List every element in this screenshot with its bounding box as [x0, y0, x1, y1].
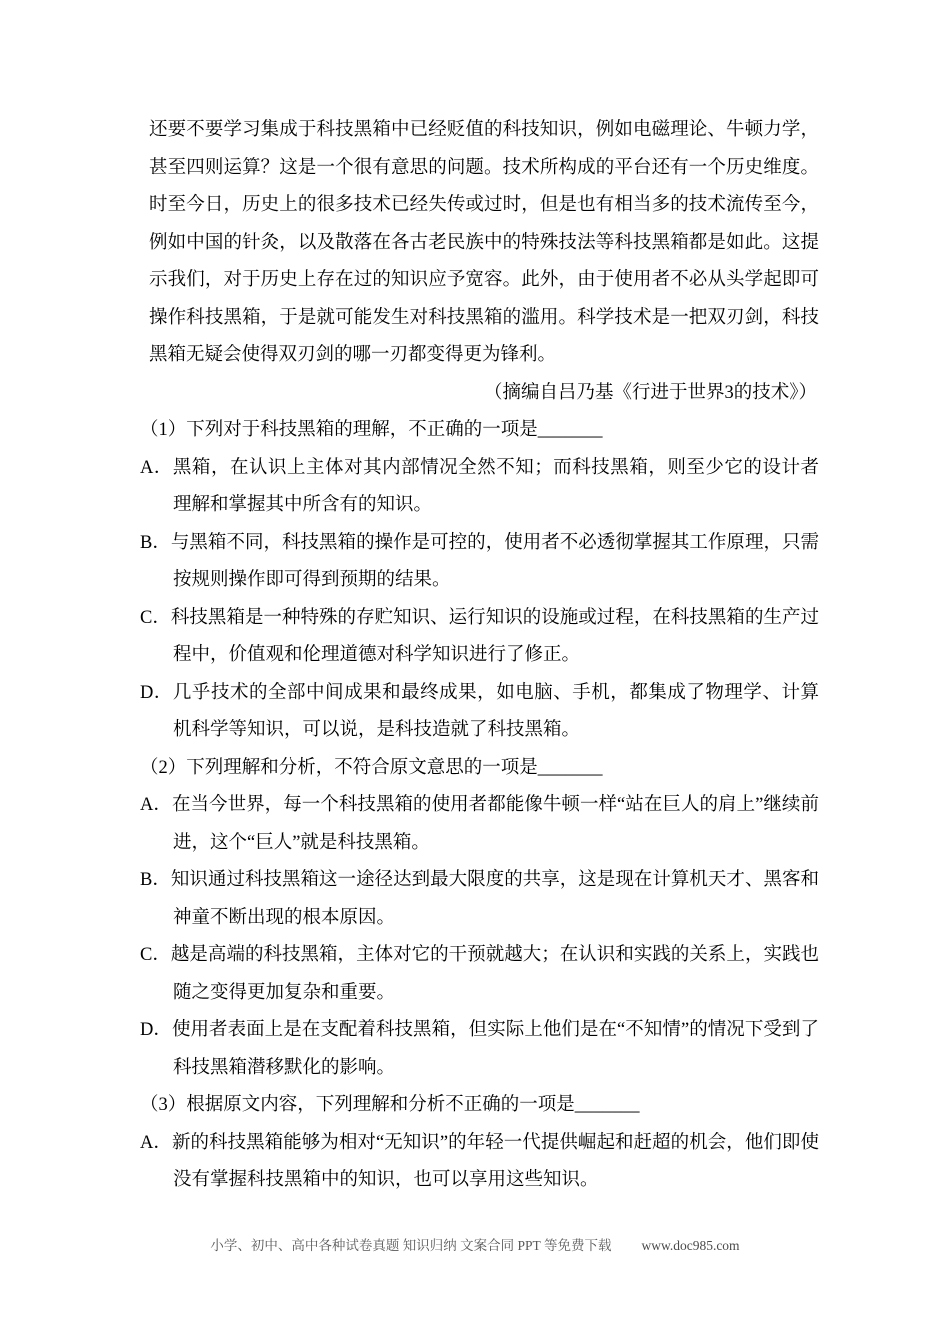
question-1-option-d	[140, 675, 819, 750]
option-label: A．	[140, 1132, 172, 1153]
option-label: D．	[140, 682, 173, 703]
option-label: C．	[140, 607, 171, 628]
question-1	[140, 412, 819, 750]
question-3-option-a	[140, 1125, 819, 1200]
question-1-option-b	[140, 525, 819, 600]
option-text: 与黑箱不同，科技黑箱的操作是可控的，使用者不必透彻掌握其工作原理，只需按规则操作即可得到预期的结果。	[170, 532, 819, 590]
question-3-stem: （3）根据原文内容，下列理解和分析不正确的一项是_______	[140, 1095, 640, 1115]
option-label: A．	[140, 457, 173, 478]
option-label: C．	[140, 945, 171, 965]
option-label: B．	[140, 532, 171, 553]
question-1-option-a	[140, 450, 819, 525]
question-2-option-c	[140, 937, 819, 1012]
question-2-option-b	[140, 862, 819, 937]
option-text: 使用者表面上是在支配着科技黑箱，但实际上他们是在“不知情”的情况下受到了科技黑箱潜移默化的影响。	[171, 1020, 819, 1078]
option-text: 在当今世界，每一个科技黑箱的使用者都能像牛顿一样“站在巨人的肩上”继续前进，这个“巨人”就是科技黑箱。	[171, 795, 819, 853]
option-label: D．	[140, 1020, 172, 1040]
question-3	[140, 1087, 819, 1200]
question-2-option-d	[140, 1012, 819, 1087]
option-text: 黑箱，在认识上主体对其内部情况全然不知；而科技黑箱，则至少它的设计者理解和掌握其中所含有的知识。	[172, 457, 819, 515]
footer-site-link[interactable]: www.doc985.com	[641, 1238, 740, 1253]
document-content	[140, 112, 819, 1200]
passage-paragraph: 还要不要学习集成于科技黑箱中已经贬值的科技知识，例如电磁理论、牛顿力学，甚至四则运算？这是一个很有意思的问题。技术所构成的平台还有一个历史维度。时至今日，历史上的很多技术已经失传或过时，但是也有相当多的技术流传至今，例如中国的针灸，以及散落在各古老民族中的特殊技法等科技黑箱都是如此。这提示我们，对于历史上存在过的知识应予宽容。此外，由于使用者不必从头学起即可操作科技黑箱，于是就可能发生对科技黑箱的滥用。科学技术是一把双刃剑，科技黑箱无疑会使得双刃剑的哪一刃都变得更为锋利。	[149, 120, 819, 365]
option-text: 新的科技黑箱能够为相对“无知识”的年轻一代提供崛起和赶超的机会，他们即使没有掌握科技黑箱中的知识，也可以享用这些知识。	[171, 1132, 819, 1190]
footer-promo-text: 小学、初中、高中各种试卷真题 知识归纳 文案合同 PPT 等免费下载	[210, 1238, 612, 1253]
option-text: 几乎技术的全部中间成果和最终成果，如电脑、手机，都集成了物理学、计算机科学等知识，可以说，是科技造就了科技黑箱。	[172, 682, 819, 740]
option-text: 越是高端的科技黑箱，主体对它的干预就越大；在认识和实践的关系上，实践也随之变得更加复杂和重要。	[170, 945, 819, 1003]
question-2-stem: （2）下列理解和分析，不符合原文意思的一项是_______	[140, 757, 603, 778]
option-text: 科技黑箱是一种特殊的存贮知识、运行知识的设施或过程，在科技黑箱的生产过程中，价值观和伦理道德对科学知识进行了修正。	[170, 607, 819, 665]
option-text: 知识通过科技黑箱这一途径达到最大限度的共享，这是现在计算机天才、黑客和神童不断出现的根本原因。	[170, 870, 819, 928]
passage-attribution: （摘编自吕乃基《行进于世界3的技术》）	[483, 382, 817, 403]
option-label: B．	[140, 870, 171, 890]
page-footer	[0, 1236, 950, 1256]
question-2	[140, 750, 819, 1088]
option-label: A．	[140, 795, 172, 815]
question-2-option-a	[140, 787, 819, 862]
question-1-stem: （1）下列对于科技黑箱的理解，不正确的一项是_______	[140, 420, 603, 440]
question-1-option-c	[140, 600, 819, 675]
